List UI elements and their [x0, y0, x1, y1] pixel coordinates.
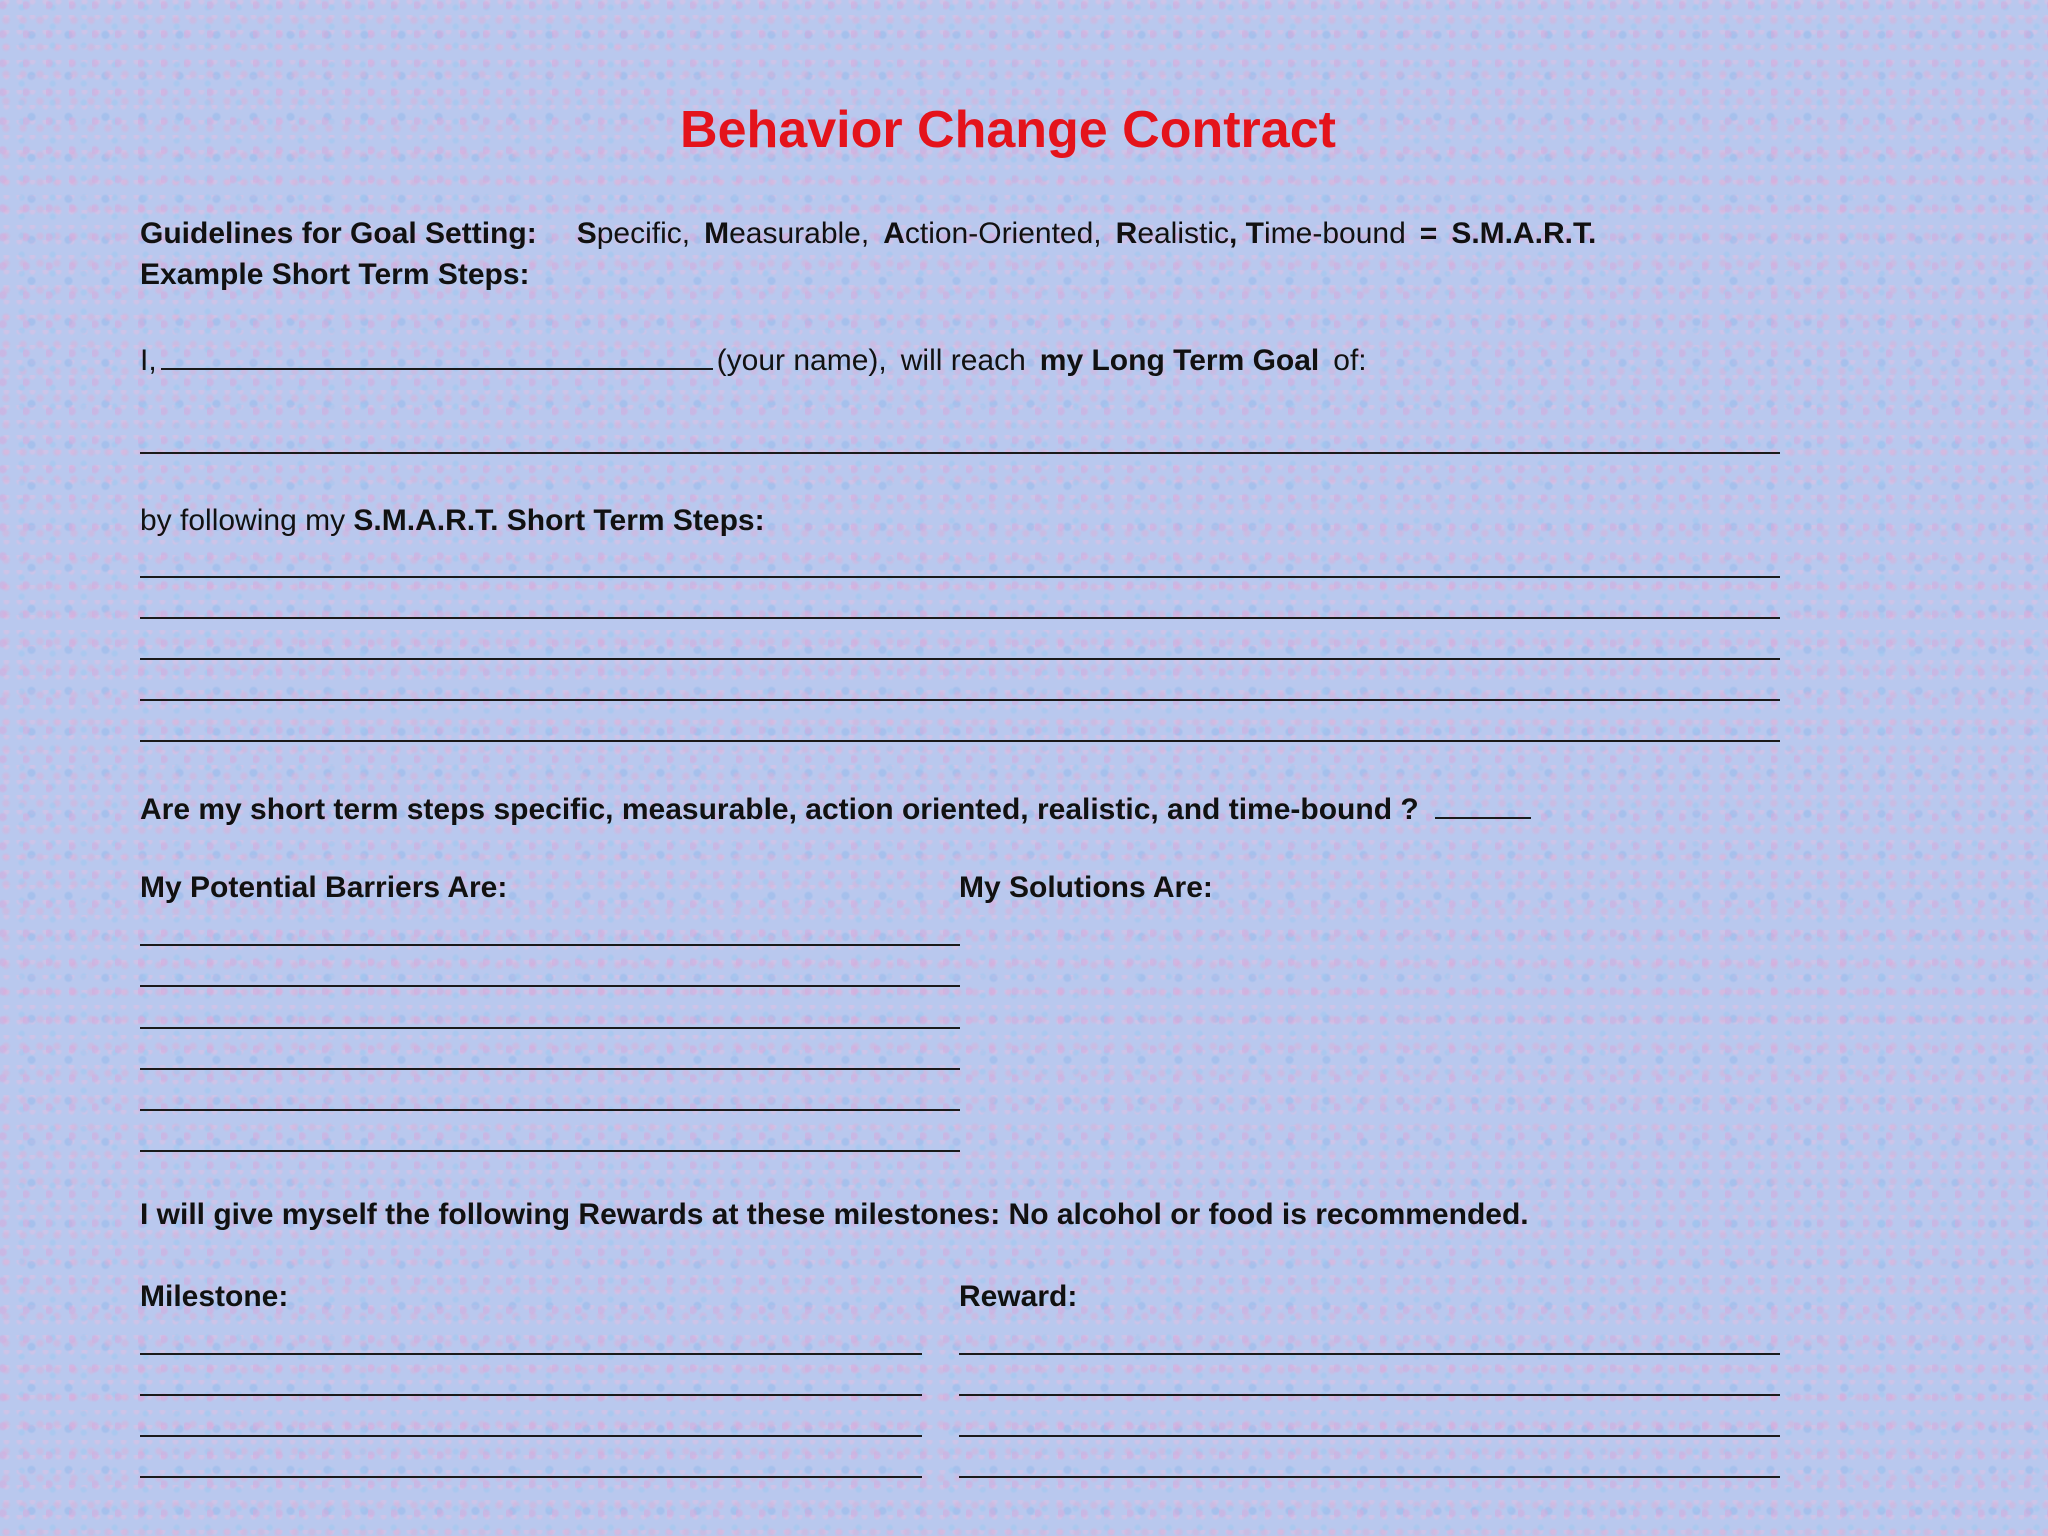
long-term-goal-field[interactable] — [140, 452, 1780, 454]
milestone-label: Milestone: — [140, 1280, 289, 1313]
milestone-field[interactable] — [140, 1435, 922, 1437]
barrier-field[interactable] — [140, 985, 960, 987]
short-term-step-field[interactable] — [140, 699, 1780, 701]
example-steps-label: Example Short Term Steps: — [140, 258, 530, 291]
guidelines-row — [140, 216, 1596, 252]
guideline-action-oriented: Action-Oriented, — [883, 217, 1102, 250]
barrier-field[interactable] — [140, 944, 960, 946]
reward-field[interactable] — [959, 1435, 1780, 1437]
smart-acronym: S.M.A.R.T. — [1451, 217, 1597, 250]
long-term-goal-label: my Long Term Goal — [1039, 344, 1320, 377]
guideline-measurable: Measurable, — [704, 217, 870, 250]
milestone-field[interactable] — [140, 1394, 922, 1396]
page-title: Behavior Change Contract — [680, 101, 1336, 159]
will-reach-text: will reach — [900, 344, 1026, 377]
barrier-field[interactable] — [140, 1109, 960, 1111]
solutions-label: My Solutions Are: — [959, 871, 1213, 904]
name-hint: (your name), — [716, 344, 887, 377]
short-term-step-field[interactable] — [140, 617, 1780, 619]
guideline-realistic: Realistic — [1115, 217, 1230, 250]
smart-answer-field[interactable] — [1435, 789, 1531, 819]
smart-question: Are my short term steps specific, measurable, action oriented, realistic, and time-bound ? — [140, 793, 1419, 826]
barrier-field[interactable] — [140, 1150, 960, 1152]
milestone-field[interactable] — [140, 1476, 922, 1478]
reward-label: Reward: — [959, 1280, 1078, 1313]
of-text: of: — [1333, 344, 1367, 377]
barrier-field[interactable] — [140, 1027, 960, 1029]
reward-field[interactable] — [959, 1394, 1780, 1396]
reward-field[interactable] — [959, 1353, 1780, 1355]
barrier-field[interactable] — [140, 1068, 960, 1070]
guidelines-label: Guidelines for Goal Setting: — [140, 217, 537, 250]
short-term-steps-heading — [140, 503, 765, 539]
guideline-specific: Specific, — [576, 217, 691, 250]
barriers-label: My Potential Barriers Are: — [140, 871, 508, 904]
your-name-field[interactable] — [161, 340, 713, 370]
steps-prefix: by following my — [140, 504, 346, 537]
equals-sign: = — [1419, 217, 1438, 250]
steps-label: S.M.A.R.T. Short Term Steps: — [353, 504, 765, 537]
reward-field[interactable] — [959, 1476, 1780, 1478]
milestone-field[interactable] — [140, 1353, 922, 1355]
name-prefix: I, — [140, 344, 157, 377]
name-line — [140, 340, 1367, 379]
guideline-time-bound: , Time-bound — [1229, 217, 1406, 250]
smart-question-row — [140, 789, 1531, 828]
rewards-statement: I will give myself the following Rewards at these milestones: No alcohol or food is recommended. — [140, 1198, 1529, 1231]
short-term-step-field[interactable] — [140, 658, 1780, 660]
short-term-step-field[interactable] — [140, 740, 1780, 742]
short-term-step-field[interactable] — [140, 576, 1780, 578]
